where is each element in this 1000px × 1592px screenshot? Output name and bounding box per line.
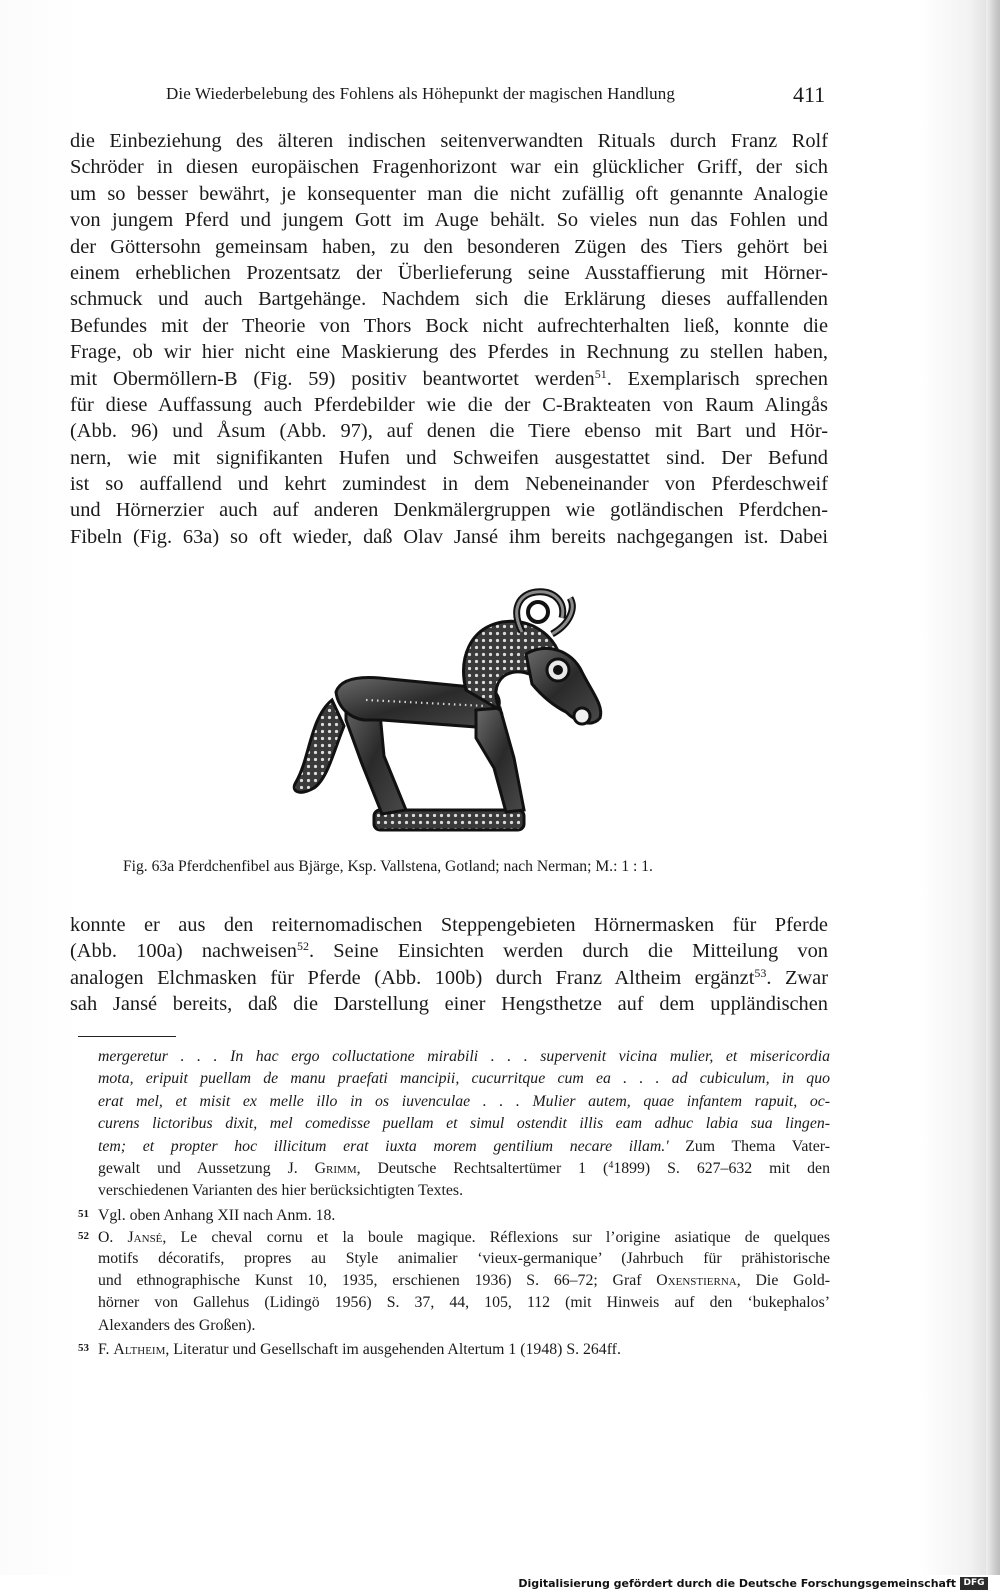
- text-fragment: 1899) S. 627–632 mit den: [613, 1159, 830, 1177]
- footnote-ref-51: 51: [594, 366, 607, 381]
- text-fragment: , Deutsche Rechtsaltertümer 1 (: [356, 1159, 609, 1177]
- text-fragment: gewalt und Aussetzung J.: [98, 1159, 315, 1177]
- running-head: Die Wiederbelebung des Fohlens als Höhepunkt der magischen Handlung: [166, 84, 675, 103]
- author-name: Oxenstierna: [656, 1271, 737, 1289]
- text-line: Schröder in diesen europäischen Fragenhorizont war ein glücklicher Griff, der sich: [70, 156, 828, 179]
- footnote-number: 51: [78, 1207, 89, 1220]
- text-fragment: O.: [98, 1229, 128, 1247]
- text-fragment: analogen Elchmasken für Pferde (Abb. 100b) durch Franz Altheim ergänzt: [70, 966, 755, 989]
- text-line: einem erheblichen Prozentsatz der Überlieferung seine Ausstaffierung mit Hörner-: [70, 261, 828, 284]
- text-fragment: . Zwar: [766, 966, 828, 989]
- footnote-line: mergeretur . . . In hac ergo colluctatione mirabili . . . supervenit vicina mulier, et misericordia: [98, 1048, 830, 1065]
- text-line: um so besser bewährt, je konsequenter man die nicht zufällig oft genannte Analogie: [70, 182, 828, 205]
- footnote-number: 53: [78, 1342, 89, 1355]
- text-fragment: . Exemplarisch sprechen: [606, 367, 828, 390]
- footnote-separator: [78, 1036, 176, 1037]
- text-fragment: Zum Thema Vater-: [668, 1137, 830, 1155]
- text-line: und Hörnerzier auch auf anderen Denkmälergruppen wie gotländischen Pferdchen-: [70, 499, 828, 522]
- text-line: schmuck und auch Bartgehänge. Nachdem sich die Erklärung dieses auffallenden: [70, 288, 828, 311]
- text-line: nern, wie mit signifikanten Hufen und Schweifen ausgestattet sind. Der Befund: [70, 446, 828, 469]
- text-line: Fibeln (Fig. 63a) so oft wieder, daß Olav Jansé ihm bereits nachgegangen ist. Dabei: [70, 525, 828, 548]
- footnote-line: Alexanders des Großen).: [98, 1316, 256, 1334]
- funding-notice: Digitalisierung gefördert durch die Deutsche Forschungsgemeinschaft: [518, 1577, 956, 1590]
- text-line: [70, 965, 828, 991]
- author-name: Grimm: [314, 1159, 357, 1177]
- text-fragment: F.: [98, 1341, 114, 1359]
- footnote-number: 52: [78, 1230, 89, 1243]
- edition-sup: 4: [608, 1159, 614, 1171]
- footnote-ref-53: 53: [754, 965, 767, 980]
- text-fragment: (Abb. 100a) nachweisen: [70, 940, 297, 963]
- text-fragment: , Die Gold-: [736, 1271, 830, 1289]
- text-fragment: , Le cheval cornu et la boule magique. Réflexions sur l’origine asiatique de quelques: [162, 1229, 830, 1247]
- footnote-line: [78, 1136, 830, 1158]
- text-fragment: , Literatur und Gesellschaft im ausgehenden Altertum 1 (1948) S. 264ff.: [165, 1341, 621, 1359]
- text-line: (Abb. 96) und Åsum (Abb. 97), auf denen die Tiere ebenso mit Bart und Hör-: [70, 420, 828, 443]
- text-line: sah Jansé bereits, daß die Darstellung einer Hengsthetze auf dem uppländischen: [70, 993, 828, 1016]
- text-line: [70, 366, 828, 392]
- figure-caption: Fig. 63a Pferdchenfibel aus Bjärge, Ksp. Vallstena, Gotland; nach Nerman; M.: 1 : 1.: [123, 858, 653, 875]
- text-line: für diese Auffassung auch Pferdebilder wie die der C-Brakteaten von Raum Alingås: [70, 393, 828, 416]
- footnote-line: verschiedenen Varianten des hier berücksichtigten Textes.: [98, 1182, 464, 1200]
- text-line: Befundes mit der Theorie von Thors Bock nicht aufrechterhalten ließ, konnte die: [70, 314, 828, 337]
- footnote-line: [78, 1270, 830, 1292]
- footnote-ref-52: 52: [296, 939, 309, 954]
- text-line: ist so auffallend und kehrt zumindest in dem Nebeneinander von Pferdeschweif: [70, 473, 828, 496]
- text-fragment: . Seine Einsichten werden durch die Mitteilung von: [308, 940, 828, 963]
- author-name: Altheim: [113, 1341, 166, 1359]
- text-line: [70, 938, 828, 964]
- footnote-53: [78, 1337, 830, 1359]
- footnote-line: erat mel, et misit ex melle illo in os iuvenculae . . . Mulier autem, quae infantem rapuit, oc-: [98, 1092, 830, 1110]
- paragraph-1: [70, 128, 828, 550]
- horse-brooch-figure: [270, 588, 620, 848]
- footnote-line: [78, 1158, 830, 1180]
- footnote-line: curens lictoribus dixit, mel comedisse puellam et simul ostendit illis eam adhuc labia sua lingen-: [98, 1115, 830, 1133]
- text-line: die Einbeziehung des älteren indischen seitenverwandten Rituals durch Franz Rolf: [70, 130, 828, 152]
- paragraph-2: [70, 912, 828, 1018]
- text-line: Frage, ob wir hier nicht eine Maskierung des Pferdes in Rechnung zu stellen haben,: [70, 341, 828, 364]
- footnote-line: hörner von Gallehus (Lidingö 1956) S. 37, 44, 105, 112 (mit Hinweis auf den ‘bukephalos’: [98, 1294, 830, 1312]
- page-edge-shadow: [986, 0, 1000, 1575]
- text-fragment: tem; et propter hoc illicitum erat iuxta morem gentilium necare illam.': [98, 1137, 669, 1155]
- text-fragment: mit Obermöllern-B (Fig. 59) positiv beantwortet werden: [70, 367, 595, 390]
- page-number: 411: [793, 82, 826, 107]
- footnote-51: [78, 1203, 830, 1225]
- text-line: konnte er aus den reiternomadischen Steppengebieten Hörnermasken für Pferde: [70, 914, 828, 936]
- text-line: von jungem Pferd und jungem Gott im Auge behält. So vieles nun das Fohlen und: [70, 209, 828, 232]
- dfg-logo: DFG: [960, 1577, 988, 1590]
- footnote-line: motifs décoratifs, propres au Style animalier ‘vieux-germanique’ (Jahrbuch für prähistorische: [98, 1249, 830, 1267]
- text-line: der Göttersohn gemeinsam haben, zu den besonderen Zügen des Tiers gehört bei: [70, 235, 828, 258]
- footnote-line: mota, eripuit puellam de manu praefati mancipii, cucurritque cum ea . . . ad cubiculum, in quo: [98, 1070, 830, 1088]
- footnote-text: Vgl. oben Anhang XII nach Anm. 18.: [98, 1206, 336, 1224]
- footnote-continuation: [78, 1046, 830, 1359]
- author-name: Jansé: [127, 1229, 163, 1247]
- footnote-52: [78, 1225, 830, 1247]
- text-fragment: und ethnographische Kunst 10, 1935, erschienen 1936) S. 66–72; Graf: [98, 1271, 657, 1289]
